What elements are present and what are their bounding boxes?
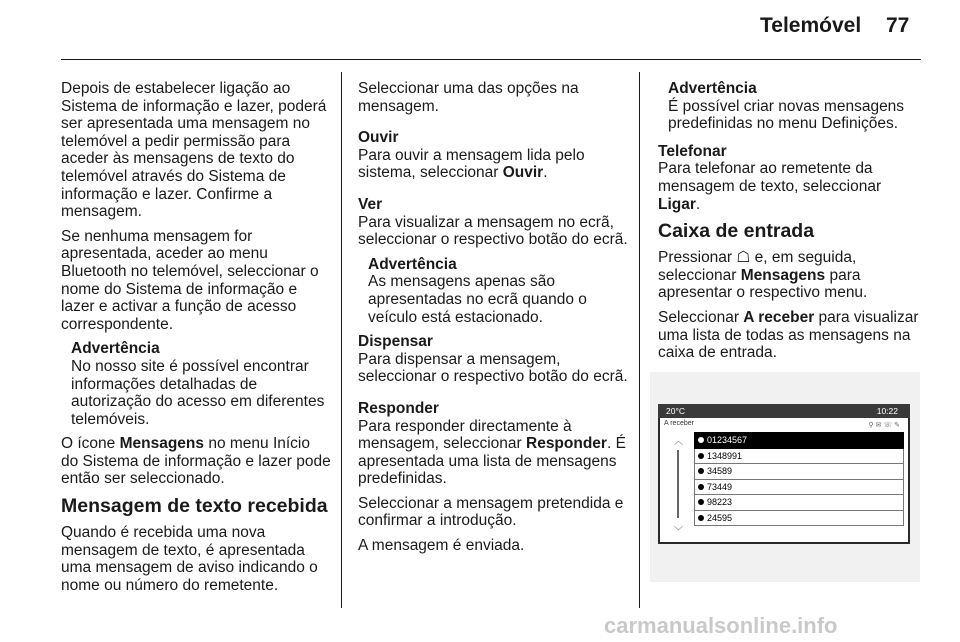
note-text: É possível criar novas mensagens predefinidas no menu Definições. [668,97,905,133]
page-number: 77 [886,14,910,37]
person-icon [698,453,704,459]
sender-number: 73449 [707,481,733,492]
page-title: Telemóvel [760,14,862,37]
scroll-up-icon[interactable]: ︿ [674,436,684,446]
display-frame [658,404,910,544]
note-title: Advertência [368,255,457,273]
sender-number: 24595 [707,512,733,523]
paragraph [658,309,926,362]
sender-number: 1348991 [707,450,743,461]
text: . É apresentada uma lista de mensagens predefinidas. [358,435,626,488]
text: no menu Início do Sistema de informação e lazer pode então ser seleccionado. [61,435,331,488]
header-rule [61,59,921,60]
bold-term: Ouvir [502,164,544,182]
text: e, em seguida, seleccionar [658,249,857,284]
status-bar [658,404,910,418]
bold-term: Mensagens [119,435,205,453]
text: para apresentar o respectivo menu. [658,266,868,302]
text: . [543,164,548,182]
note-text: No nosso site é possível encontrar informações detalhadas de autorização do acesso em diferentes telemóveis. [71,357,325,428]
subheading-telefonar: Telefonar [658,142,727,160]
section-heading: Mensagem de texto recebida [61,495,328,518]
clock: 10:22 [876,406,898,416]
sender-number: 98223 [707,497,733,507]
list-item[interactable] [694,432,904,449]
inbox-panel [660,418,908,542]
text: . [695,195,701,213]
subheading-dispensar: Dispensar [358,333,433,351]
paragraph [358,147,630,182]
bold-term: A receber [743,308,815,326]
text: para visualizar uma lista de todas as mensagens na caixa de entrada. [658,308,919,362]
subheading-responder: Responder [358,399,439,417]
subheading-ver: Ver [358,195,383,213]
temperature: 20°C [666,406,685,416]
person-icon [698,499,704,505]
paragraph [358,418,630,488]
section-heading: Caixa de entrada [658,220,815,243]
person-icon [698,468,704,474]
list-item[interactable] [694,511,904,527]
column-3 [658,80,926,369]
paragraph [658,249,926,302]
paragraph: Se nenhuma mensagem for apresentada, aceder ao menu Bluetooth no telemóvel, seleccionar o nome do Sistema de informação e lazer e activar a função de acesso correspondente. [61,227,319,333]
note-text: As mensagens apenas são apresentadas no ecrã quando o veículo está estacionado. [368,273,587,326]
person-icon [698,515,704,521]
paragraph [61,435,331,488]
paragraph: Quando é recebida uma nova mensagem de texto, é apresentada uma mensagem de aviso indicando o nome ou número do remetente. [61,524,318,594]
paragraph: Para dispensar a mensagem, seleccionar o respectivo botão do ecrã. [358,350,628,386]
column-divider-2 [639,72,640,608]
person-icon [698,437,704,443]
person-icon [698,484,704,490]
text: Para ouvir a mensagem lida pelo sistema, seleccionar [358,146,585,182]
paragraph: Seleccionar uma das opções na mensagem. [358,80,579,115]
column-2 [358,80,630,562]
bold-term: Ligar [658,195,696,213]
bold-term: Responder [526,435,607,453]
message-list [694,432,904,526]
bold-term: Mensagens [740,266,826,284]
status-icons: ⚲ ✉ ☏ ✎ [868,422,900,429]
text: O ícone [61,435,120,453]
scroll-down-icon[interactable]: ﹀ [674,526,684,536]
watermark: carmanualsonline.info [604,613,838,638]
inbox-label: A receber [664,420,694,427]
list-item[interactable] [694,495,904,511]
paragraph [658,160,926,213]
home-icon: ☖ [736,249,751,267]
column-divider-1 [341,72,342,608]
scrollbar[interactable] [677,450,679,518]
infotainment-screenshot [650,372,920,582]
sender-number: 34589 [707,466,733,476]
sender-number: 01234567 [707,435,748,445]
paragraph: A mensagem é enviada. [358,537,525,555]
paragraph: Seleccionar a mensagem pretendida e confirmar a introdução. [358,494,624,530]
list-item[interactable] [694,464,904,480]
paragraph: Depois de estabelecer ligação ao Sistema de informação e lazer, poderá ser apresentada uma mensagem no telemóvel a pedir permissão para aceder às mensagens de texto do telemóvel através do Sistema de informação e lazer. Confirme a mensagem. [61,80,327,221]
column-1 [61,80,331,601]
list-item[interactable] [694,449,904,465]
text: Para telefonar ao remetente da mensagem de texto, seleccionar [658,160,882,195]
text: Seleccionar [658,308,744,326]
text: Pressionar [658,249,737,267]
note-title: Advertência [668,80,757,97]
note-title: Advertência [71,340,160,358]
text: Para responder directamente à mensagem, seleccionar [358,417,572,453]
paragraph: Para visualizar a mensagem no ecrã, seleccionar o respectivo botão do ecrã. [358,213,628,249]
subheading-ouvir: Ouvir [358,129,399,147]
list-item[interactable] [694,480,904,496]
